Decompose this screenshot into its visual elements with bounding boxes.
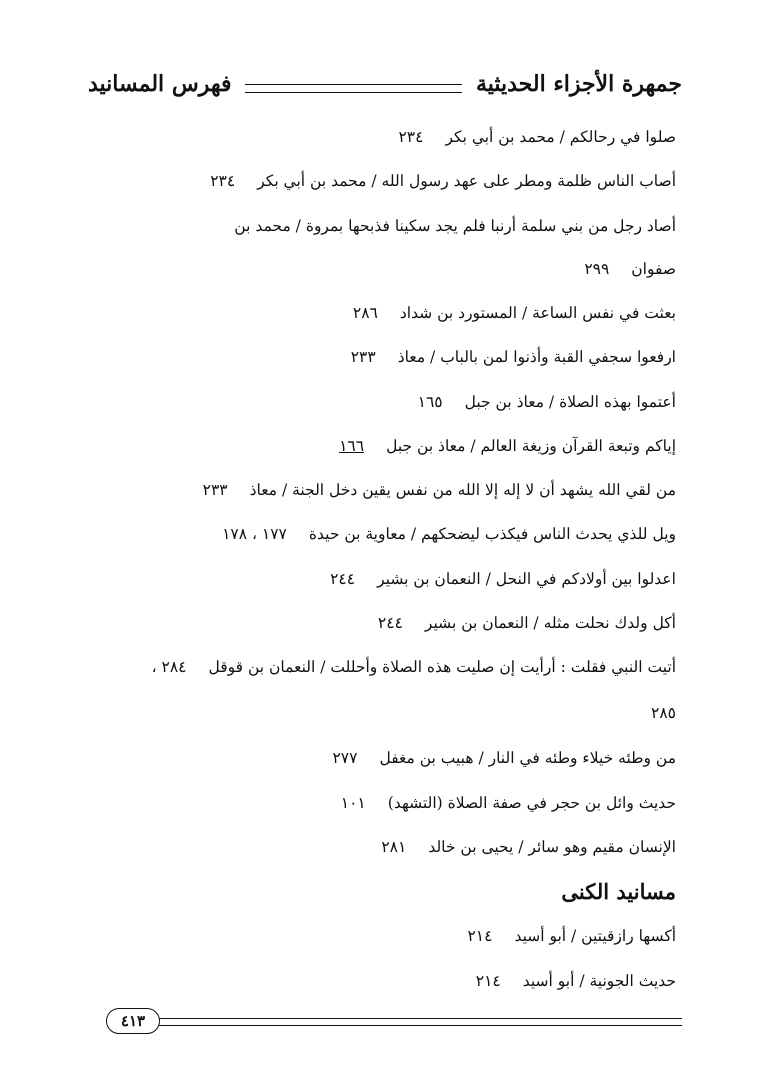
index-entry-continuation (584, 257, 676, 281)
entry-text: أصاد رجل من بني سلمة أرنبا فلم يجد سكينا فذبحها بمروة / محمد بن (234, 217, 676, 235)
entry-pages: ١٧٧ ، ١٧٨ (222, 525, 287, 543)
running-header (88, 62, 682, 106)
entry-text: ارفعوا سجفي القبة وأذنوا لمن بالباب / معاذ (397, 348, 676, 366)
footer-rule (156, 1018, 682, 1026)
entry-pages: ٢٣٣ (350, 348, 376, 366)
entry-pages: ١٦٦ (339, 437, 365, 455)
index-entry (203, 478, 676, 502)
entry-text: أكسها رازقيتين / أبو أسيد (514, 927, 676, 945)
entry-pages: ٢٨٥ (651, 704, 676, 722)
index-entry (152, 655, 676, 679)
index-entry (398, 125, 676, 149)
entry-text: الإنسان مقيم وهو سائر / يحيى بن خالد (428, 838, 676, 856)
index-entry (330, 567, 676, 591)
index-entry (339, 434, 676, 458)
index-entry (332, 746, 676, 770)
index-entry (378, 611, 676, 635)
section-heading: مسانيد الكنى (561, 879, 676, 904)
entry-pages: ٢٤٤ (377, 614, 403, 632)
index-entry (418, 390, 676, 414)
entry-pages: ٢٤٤ (330, 570, 356, 588)
entry-text: حديث الجونية / أبو أسيد (522, 972, 676, 990)
index-entry (341, 791, 676, 815)
entry-text: حديث وائل بن حجر في صفة الصلاة (التشهد) (387, 794, 676, 812)
entry-pages: ٢٩٩ (584, 260, 610, 278)
index-entry (476, 969, 676, 993)
header-rule (245, 84, 461, 93)
index-entry-continuation (651, 701, 676, 725)
entry-text: إياكم وتبعة القرآن وزيغة العالم / معاذ بن جبل (386, 437, 676, 455)
index-entry (467, 924, 676, 948)
entry-text: أتيت النبي فقلت : أرأيت إن صليت هذه الصلاة وأحللت / النعمان بن قوقل (208, 658, 676, 676)
index-entry (222, 522, 676, 546)
entry-pages: ٢٣٣ (202, 481, 228, 499)
index-entry (210, 169, 676, 193)
section-title: فهرس المسانيد (88, 71, 232, 97)
entry-pages: ١٠١ (340, 794, 366, 812)
page-number: ٤١٣ (106, 1008, 160, 1034)
entry-text: ويل للذي يحدث الناس فيكذب ليضحكهم / معاوية بن حيدة (308, 525, 676, 543)
entry-pages: ٢٣٤ (210, 172, 236, 190)
entry-text: صفوان (631, 260, 676, 278)
index-entry (381, 835, 676, 859)
index-entry (234, 214, 676, 238)
entry-text: بعثت في نفس الساعة / المستورد بن شداد (399, 304, 676, 322)
entry-text: أكل ولدك نحلت مثله / النعمان بن بشير (424, 614, 676, 632)
entry-pages: ٢١٤ (475, 972, 501, 990)
entry-text: اعدلوا بين أولادكم في النحل / النعمان بن بشير (377, 570, 676, 588)
entry-text: أصاب الناس ظلمة ومطر على عهد رسول الله / محمد بن أبي بكر (257, 172, 676, 190)
entry-pages: ٢١٤ (467, 927, 493, 945)
index-entry (353, 301, 676, 325)
entry-pages: ٢٨١ (381, 838, 407, 856)
page-footer (82, 1008, 682, 1038)
entry-pages: ٢٣٤ (398, 128, 424, 146)
entry-pages: ١٦٥ (417, 393, 443, 411)
entry-text: أعتموا بهذه الصلاة / معاذ بن جبل (464, 393, 676, 411)
entry-pages: ٢٧٧ (332, 749, 358, 767)
entry-pages: ٢٨٦ (352, 304, 378, 322)
entry-text: من وطئه خيلاء وطئه في النار / هبيب بن مغفل (379, 749, 676, 767)
index-entry (351, 345, 676, 369)
entry-text: صلوا في رحالكم / محمد بن أبي بكر (445, 128, 676, 146)
entry-pages: ٢٨٤ ، (151, 658, 187, 676)
book-title: جمهرة الأجزاء الحديثية (475, 71, 682, 97)
entry-text: من لقي الله يشهد أن لا إله إلا الله من نفس يقين دخل الجنة / معاذ (249, 481, 676, 499)
